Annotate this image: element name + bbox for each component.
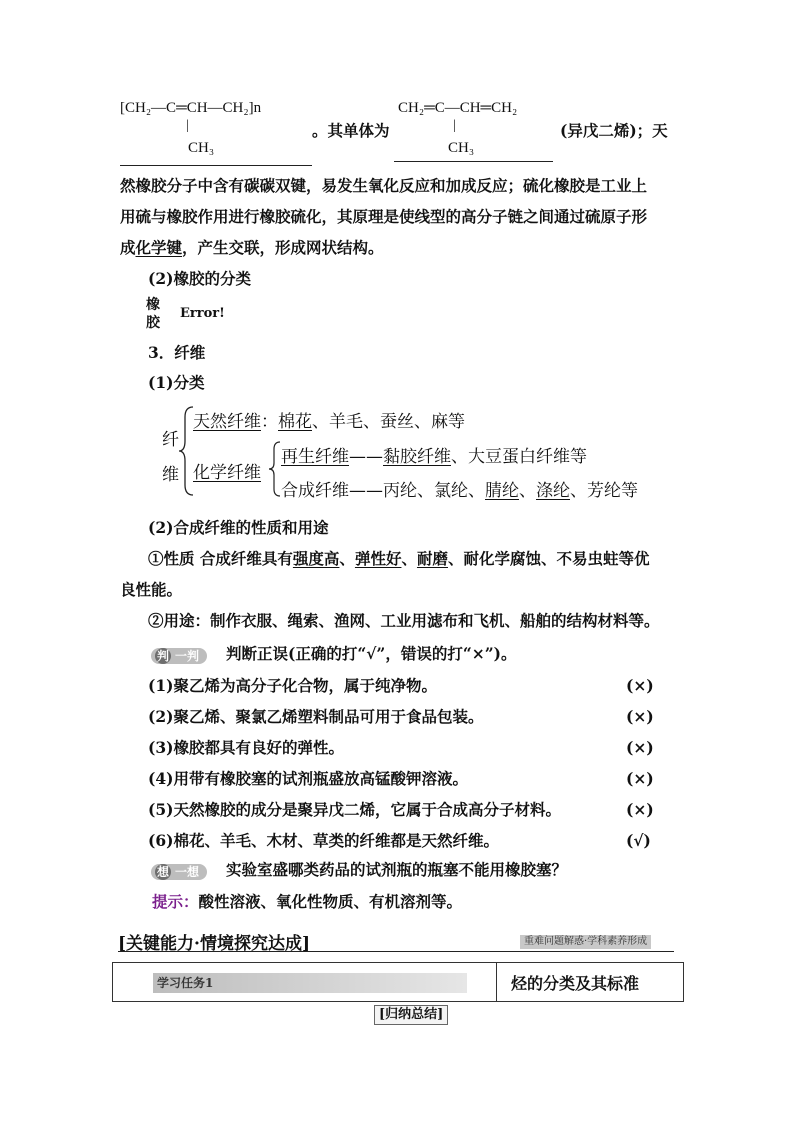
polymer-formula (120, 100, 261, 117)
section-title: [关键能力·情境探究达成] (118, 934, 311, 954)
rubber-paragraph-line-2: 用硫与橡胶作用进行橡胶硫化，其原理是使线型的高分子链之间通过硫原子形 (120, 207, 648, 226)
judge-item-text: (6)棉花、羊毛、木材、草类的纤维都是天然纤维。 (148, 831, 499, 850)
fiber-heading: 3．纤维 (148, 343, 206, 362)
judge-item-mark: (√) (626, 831, 651, 850)
task-divider (496, 963, 497, 1001)
fiber-root-char-1: 纤 (162, 430, 179, 450)
polymer-branch: CH₃ (188, 140, 215, 156)
judge-item-text: (3)橡胶都具有良好的弹性。 (148, 738, 344, 757)
synthetic-properties-heading: (2)合成纤维的性质和用途 (148, 518, 329, 537)
monomer-formula: CH₂═C—CH═CH₂ (398, 100, 518, 116)
fiber-root-char-2: 维 (162, 465, 179, 485)
think-tag: 想 一想 (151, 861, 207, 880)
judge-item-mark: (×) (626, 769, 654, 788)
rubber-classification-heading: (2)橡胶的分类 (148, 269, 251, 288)
natural-fiber-row: 天然纤维：棉花、羊毛、蚕丝、麻等 (193, 412, 465, 432)
chemical-fiber-label: 化学纤维 (193, 463, 261, 483)
task-table (112, 962, 684, 1002)
chemical-fiber-brace (268, 440, 282, 498)
uses-line: ②用途：制作衣服、绳索、渔网、工业用滤布和飞机、船舶的结构材料等。 (148, 611, 660, 630)
fiber-classification-heading: (1)分类 (148, 373, 205, 392)
monomer-branch-bond: | (453, 118, 456, 133)
judge-item-mark: (×) (626, 800, 654, 819)
task-title: 烃的分类及其标准 (511, 974, 640, 993)
think-hint: 提示：酸性溶液、氧化性物质、有机溶剂等。 (152, 892, 463, 911)
judge-item-text: (5)天然橡胶的成分是聚异戊二烯，它属于合成高分子材料。 (148, 800, 561, 819)
properties-line-2: 良性能。 (120, 580, 183, 599)
judge-item-mark: (×) (626, 676, 654, 695)
judge-item-text: (4)用带有橡胶塞的试剂瓶盛放高锰酸钾溶液。 (148, 769, 468, 788)
judge-item-mark: (×) (626, 738, 654, 757)
monomer-intro: 。其单体为 (312, 121, 390, 140)
properties-line-1: ①性质 合成纤维具有强度高、弹性好、耐磨、耐化学腐蚀、不易虫蛀等优 (148, 549, 650, 568)
section-badge: 重难问题解惑·学科素养形成 (520, 935, 651, 949)
synthetic-fiber-row: 合成纤维——丙纶、氯纶、腈纶、涤纶、芳纶等 (281, 481, 638, 501)
monomer-branch: CH₃ (448, 140, 475, 156)
summary-label: [归纳总结] (374, 1005, 448, 1025)
think-question: 实验室盛哪类药品的试剂瓶的瓶塞不能用橡胶塞？ (226, 860, 568, 879)
judge-item-mark: (×) (626, 707, 654, 726)
judge-item-text: (2)聚乙烯、聚氯乙烯塑料制品可用于食品包装。 (148, 707, 484, 726)
polymer-answer-line (120, 165, 312, 166)
polymer-branch-bond: | (186, 118, 189, 133)
answer-chemical-bond: 化学键 (135, 238, 183, 257)
rubber-label: 橡 胶 (146, 297, 160, 331)
natural-fiber-label: 天然纤维 (193, 412, 261, 432)
monomer-name: (异戊二烯)；天 (560, 121, 668, 140)
judge-item-text: (1)聚乙烯为高分子化合物，属于纯净物。 (148, 676, 437, 695)
rubber-error-text: Error! (180, 306, 225, 321)
polymer-main: [CH₂—C═CH—CH₂]n (120, 100, 262, 116)
rubber-paragraph-line-1: 然橡胶分子中含有碳碳双键，易发生氧化反应和加成反应；硫化橡胶是工业上 (120, 176, 648, 195)
judge-tag: 判 一判 (151, 645, 207, 664)
judge-instruction: 判断正误(正确的打“√”，错误的打“×”)。 (226, 644, 517, 663)
task-tag: 学习任务1 (157, 976, 214, 990)
regenerated-fiber-row: 再生纤维——黏胶纤维、大豆蛋白纤维等 (281, 447, 587, 467)
monomer-answer-line (394, 161, 553, 162)
section-underline (118, 951, 674, 952)
rubber-paragraph-line-3: 成化学键，产生交联，形成网状结构。 (120, 238, 384, 257)
